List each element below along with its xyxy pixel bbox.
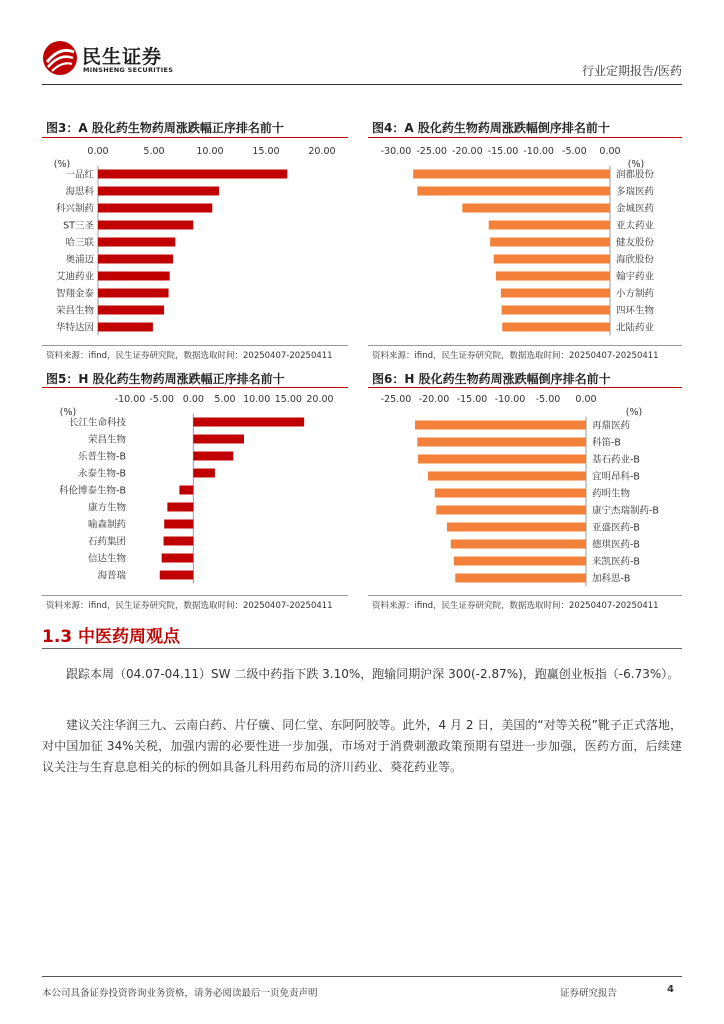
fig3-bar — [98, 306, 164, 315]
fig3-chart — [42, 140, 348, 340]
fig6-unit-label: (%) — [625, 407, 643, 418]
fig3-category-label: 荣昌生物 — [55, 305, 94, 317]
fig4-bar — [462, 204, 610, 213]
fig6-category-label: 再鼎医药 — [592, 420, 631, 432]
fig6-tick-label: -5.00 — [535, 394, 561, 405]
fig4-tick-label: -20.00 — [452, 146, 483, 157]
fig5-category-label: 海普瑞 — [97, 570, 126, 582]
fig5-bar — [193, 418, 304, 427]
fig6-bar — [447, 523, 586, 532]
fig3-tick-label: 15.00 — [252, 146, 280, 157]
fig6-bar — [435, 489, 586, 498]
fig4-tick-label: -5.00 — [562, 146, 587, 157]
fig3-category-label: ST三圣 — [63, 220, 94, 232]
fig6-bar — [418, 455, 586, 464]
fig5-source: 资料来源：ifind，民生证券研究院，数据选取时间：20250407-20250411 — [46, 601, 333, 611]
fig6-tick-label: 0.00 — [575, 394, 597, 405]
fig4-tick-label: -15.00 — [487, 146, 519, 157]
fig4-bar — [496, 272, 610, 281]
fig4-svg — [368, 140, 682, 340]
fig3-source-rule — [42, 345, 348, 346]
fig6-category-label: 康宁杰瑞制药-B — [592, 505, 659, 517]
fig3-title-rule — [42, 137, 348, 138]
fig5-tick-label: 20.00 — [306, 394, 334, 405]
fig6-source: 资料来源：ifind，民生证券研究院，数据选取时间：20250407-20250411 — [372, 601, 659, 611]
report-type: 行业定期报告/医药 — [581, 64, 682, 78]
fig4-title: 图4：A 股化药生物药周涨跌幅倒序排名前十 — [372, 121, 610, 135]
fig4-bar — [502, 306, 610, 315]
fig6-title-rule — [368, 387, 682, 388]
fig4-bar — [502, 323, 610, 332]
fig6-category-label: 德琪医药-B — [592, 539, 640, 551]
section-paragraph-2: 建议关注华润三九、云南白药、片仔癀、同仁堂、东阿阿胶等。此外，4 月 2 日，美国的“对等关税”靴子正式落地，对中国加征 34%关税，加强内需的必要性进一步加强，市场对于消费刺激政策预期有望进一步加强，医药方面，后续建议关注与生育息息相关的标的例如具备儿科用药布局的济川药业、葵花药业等。 — [42, 718, 682, 774]
fig5-category-label: 荣昌生物 — [87, 434, 126, 446]
fig3-tick-label: 0.00 — [87, 146, 109, 157]
fig5-tick-label: 0.00 — [182, 394, 204, 405]
fig5-category-label: 康方生物 — [87, 502, 126, 514]
fig6-category-label: 基石药业-B — [592, 454, 640, 466]
fig4-category-label: 润都股份 — [616, 169, 655, 181]
fig3-bar — [98, 238, 175, 247]
fig5-bar — [167, 503, 193, 512]
fig3-bar — [98, 323, 153, 332]
footer-label: 证券研究报告 — [560, 988, 618, 999]
fig4-category-label: 金城医药 — [616, 203, 655, 215]
fig6-category-label: 科笛-B — [592, 437, 621, 449]
fig5-tick-label: 10.00 — [243, 394, 271, 405]
fig3-category-label: 哈三联 — [65, 237, 94, 249]
page-number: 4 — [667, 984, 674, 995]
fig5-category-label: 石药集团 — [87, 536, 126, 548]
fig4-bar — [494, 255, 610, 264]
fig4-category-label: 海欣股份 — [616, 254, 655, 266]
fig6-tick-label: -10.00 — [494, 394, 526, 405]
fig4-source-rule — [368, 345, 682, 346]
fig6-bar — [451, 540, 586, 549]
fig6-svg — [368, 390, 682, 590]
fig3-title: 图3：A 股化药生物药周涨跌幅正序排名前十 — [46, 121, 284, 135]
logo-text-en: MINSHENG SECURITIES — [83, 66, 174, 74]
fig5-bar — [193, 435, 244, 444]
fig6-bar — [436, 506, 586, 515]
section-paragraph-1: 跟踪本周（04.07-04.11）SW 二级中药指下跌 3.10%，跑输同期沪深 300(-2.87%)，跑赢创业板指（-6.73%）。 — [66, 667, 680, 681]
fig5-bar — [162, 554, 194, 563]
fig4-bar — [490, 238, 610, 247]
fig4-tick-label: 0.00 — [599, 146, 621, 157]
fig5-tick-label: 5.00 — [214, 394, 236, 405]
fig5-category-label: 永泰生物-B — [78, 468, 126, 480]
fig5-category-label: 科伦博泰生物-B — [59, 485, 126, 497]
fig5-unit-label: (%) — [59, 407, 77, 418]
fig5-category-label: 信达生物 — [87, 553, 126, 565]
fig4-category-label: 翰宇药业 — [616, 271, 655, 283]
fig5-tick-label: 15.00 — [274, 394, 302, 405]
fig4-bar — [417, 187, 610, 196]
fig4-bar — [501, 289, 610, 298]
fig6-category-label: 加科思-B — [592, 573, 631, 585]
fig5-bar — [179, 486, 193, 495]
fig5-category-label: 喻森制药 — [87, 519, 126, 531]
fig5-bar — [164, 520, 193, 529]
fig3-bar — [98, 170, 287, 179]
fig6-bar — [454, 557, 586, 566]
fig3-source: 资料来源：ifind，民生证券研究院，数据选取时间：20250407-20250411 — [46, 351, 333, 361]
fig4-category-label: 健友股份 — [616, 237, 655, 249]
fig5-tick-label: -5.00 — [149, 394, 174, 405]
fig6-tick-label: -25.00 — [380, 394, 412, 405]
fig3-bar — [98, 204, 212, 213]
fig4-category-label: 亚太药业 — [616, 220, 655, 232]
fig3-bar — [98, 255, 173, 264]
fig4-category-label: 四环生物 — [616, 305, 655, 317]
fig4-chart — [368, 140, 682, 340]
fig3-category-label: 奥浦迈 — [65, 254, 94, 266]
fig5-svg — [42, 390, 348, 590]
fig5-bar — [193, 469, 215, 478]
fig4-tick-label: -25.00 — [416, 146, 447, 157]
fig3-category-label: 华特达因 — [55, 322, 94, 334]
fig5-source-rule — [42, 595, 348, 596]
fig4-tick-label: -30.00 — [380, 146, 412, 157]
header-divider — [42, 84, 682, 85]
fig6-source-rule — [368, 595, 682, 596]
fig3-bar — [98, 272, 170, 281]
fig3-svg — [42, 140, 348, 340]
company-logo — [42, 40, 192, 80]
fig5-bar — [193, 452, 233, 461]
fig3-bar — [98, 289, 169, 298]
fig6-bar — [417, 438, 586, 447]
logo-text-cn: 民生证券 — [82, 46, 163, 68]
fig5-category-label: 长江生命科技 — [68, 417, 126, 429]
fig6-tick-label: -20.00 — [418, 394, 450, 405]
fig6-bar — [428, 472, 586, 481]
footer-divider — [42, 976, 682, 977]
footer-disclaimer: 本公司具备证券投资咨询业务资格，请务必阅读最后一页免责声明 — [42, 988, 318, 999]
fig6-title: 图6：H 股化药生物药周涨跌幅倒序排名前十 — [372, 372, 611, 386]
fig5-title-rule — [42, 387, 348, 388]
fig6-category-label: 亚盛医药-B — [592, 522, 640, 534]
fig4-category-label: 多瑞医药 — [616, 186, 655, 198]
fig3-category-label: 一品红 — [65, 169, 94, 181]
fig6-bar — [455, 574, 586, 583]
fig3-unit-label: (%) — [53, 159, 71, 170]
fig5-title: 图5：H 股化药生物药周涨跌幅正序排名前十 — [46, 372, 285, 386]
fig3-bar — [98, 221, 193, 230]
fig6-category-label: 药明生物 — [592, 488, 631, 500]
fig6-chart — [368, 390, 682, 590]
fig5-category-label: 乐普生物-B — [78, 451, 126, 463]
fig3-category-label: 智翔金泰 — [55, 288, 94, 300]
fig6-bar — [415, 421, 586, 430]
fig4-bar — [489, 221, 610, 230]
fig3-tick-label: 5.00 — [143, 146, 165, 157]
fig4-category-label: 小方制药 — [616, 288, 655, 300]
fig6-tick-label: -15.00 — [456, 394, 488, 405]
fig4-tick-label: -10.00 — [523, 146, 554, 157]
fig3-category-label: 艾迪药业 — [55, 271, 94, 283]
fig3-tick-label: 10.00 — [196, 146, 224, 157]
fig6-category-label: 宜明昂科-B — [592, 471, 640, 483]
fig3-bar — [98, 187, 219, 196]
fig5-bar — [164, 537, 194, 546]
fig6-category-label: 来凯医药-B — [592, 556, 640, 568]
fig5-chart — [42, 390, 348, 590]
fig4-unit-label: (%) — [627, 159, 645, 170]
fig3-category-label: 科兴制药 — [55, 203, 94, 215]
fig5-bar — [160, 571, 194, 580]
fig4-title-rule — [368, 137, 682, 138]
section-divider — [42, 648, 682, 649]
fig4-bar — [413, 170, 610, 179]
fig4-category-label: 北陆药业 — [616, 322, 655, 334]
fig5-tick-label: -10.00 — [114, 394, 146, 405]
fig3-tick-label: 20.00 — [308, 146, 336, 157]
logo-mark-icon — [42, 40, 78, 76]
section-title: 1.3 中医药周观点 — [42, 627, 181, 647]
fig4-source: 资料来源：ifind，民生证券研究院，数据选取时间：20250407-20250411 — [372, 351, 659, 361]
fig3-category-label: 海思科 — [65, 186, 94, 198]
